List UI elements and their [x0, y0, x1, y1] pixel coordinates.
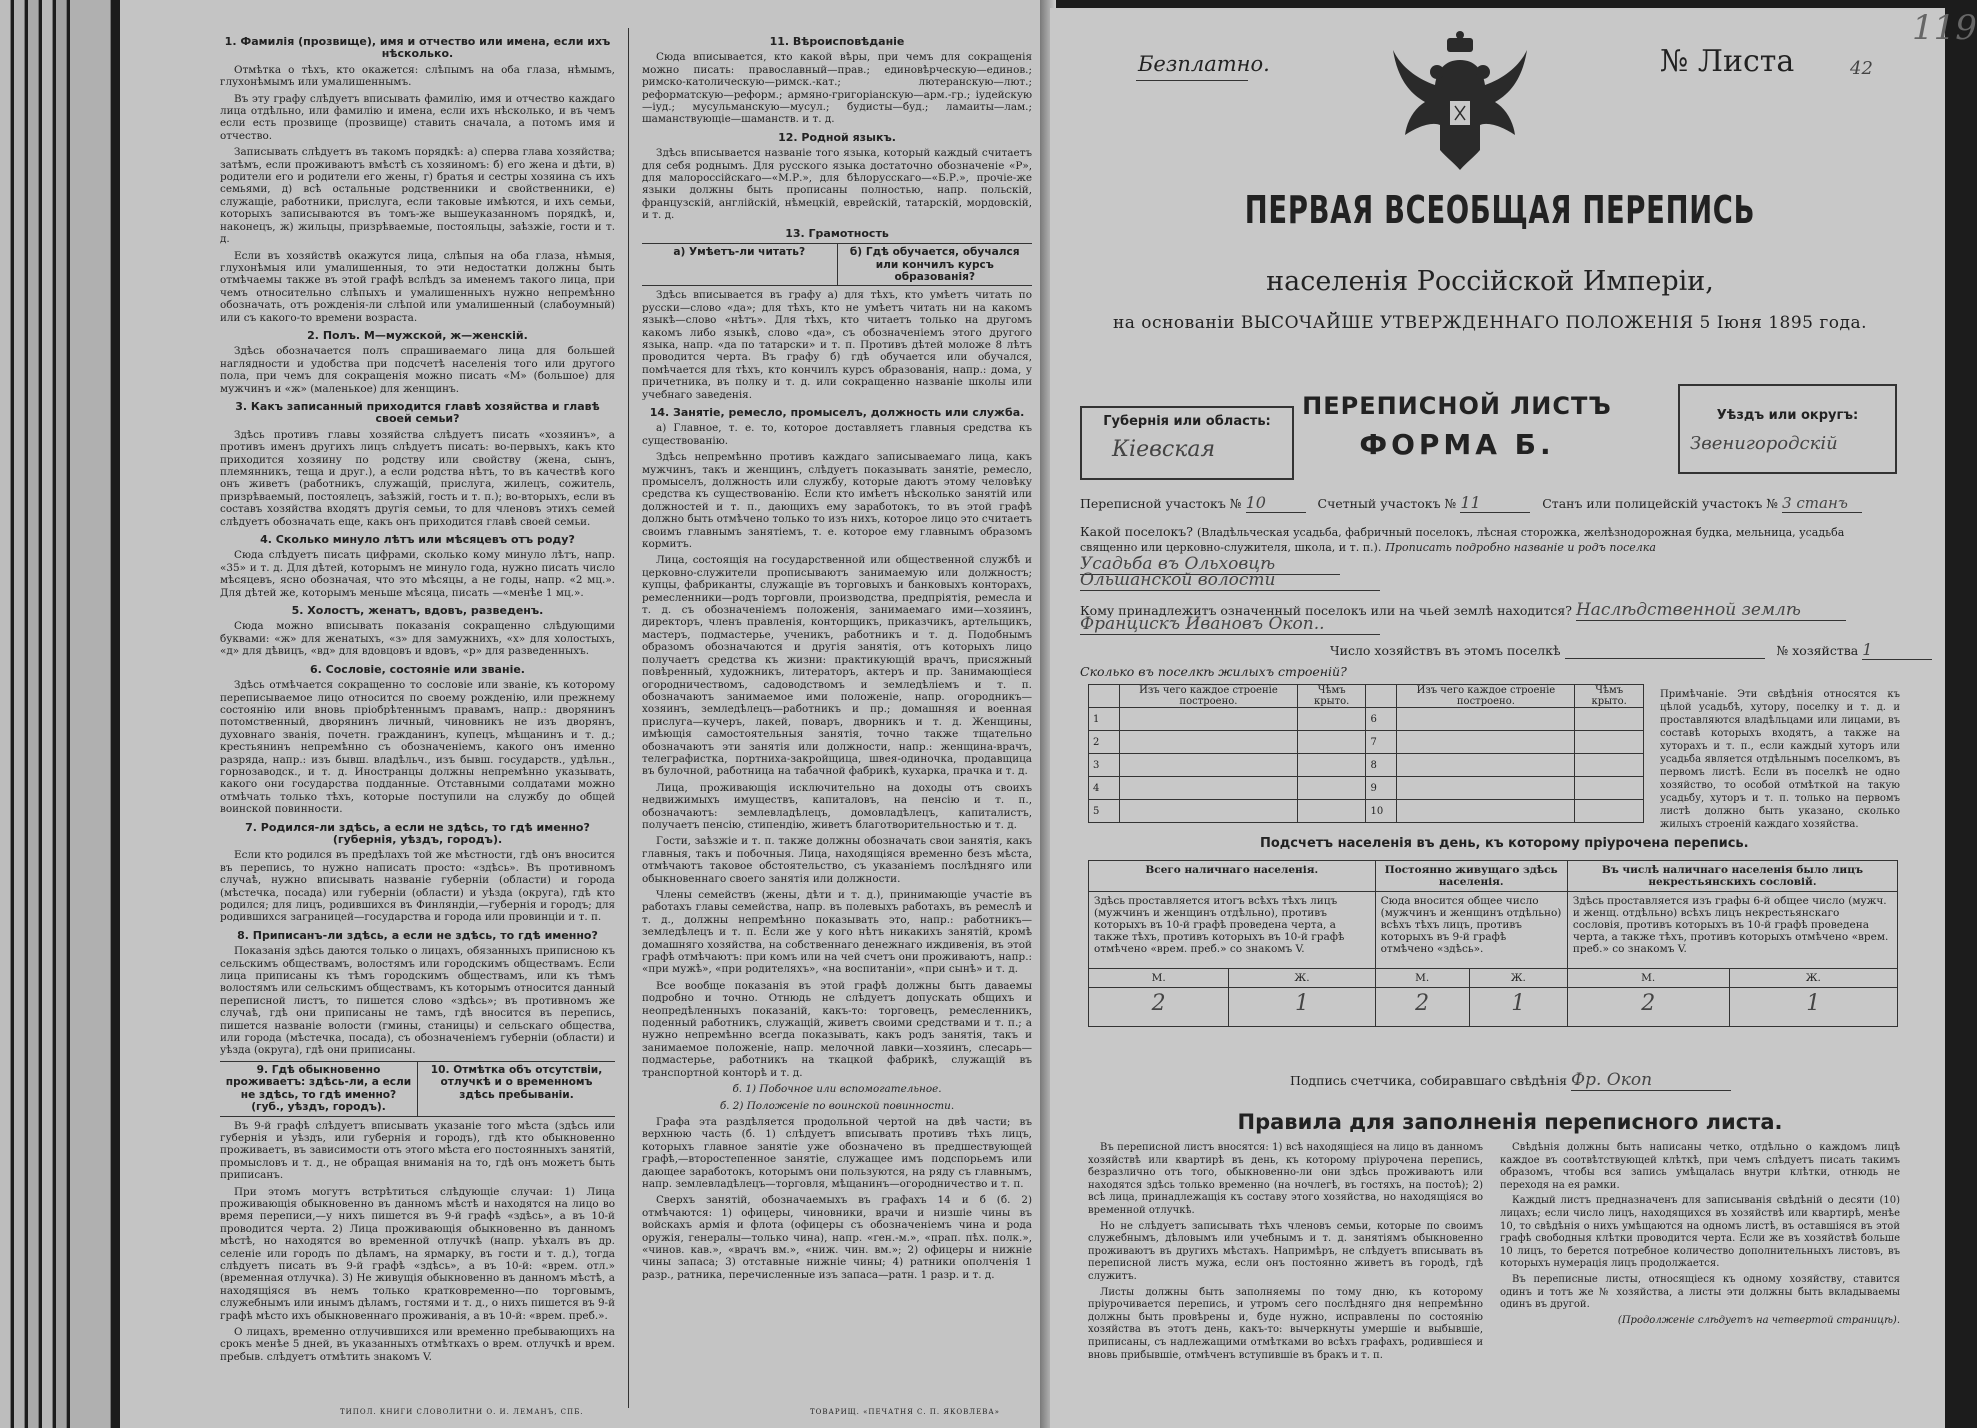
instruction-paragraph: Здѣсь обозначается полъ спрашиваемаго лица для большей наглядности и удобства при подсчетѣ населенія того или другого пола, при чемъ для сокращенія можно писать «М» (большое) для мужчинъ и «ж» (маленькое) для женщинъ. — [220, 345, 615, 395]
instruction-paragraph: О лицахъ, временно отлучившихся или временно пребывающихъ на срокъ менѣе 5 дней, въ указанныхъ отмѣткахъ о врем. отлучкѣ и врем. пребыв. слѣдуетъ отмѣтить знакомъ V. — [220, 1326, 615, 1363]
uezd-box — [1678, 384, 1897, 474]
population-nonpeasant-header: Въ числѣ наличнаго населенія было лицъ некрестьянскихъ сословій. — [1567, 861, 1897, 892]
rules-column-right — [1500, 1142, 1900, 1330]
population-headers — [1089, 861, 1898, 892]
buildings-table-row: 4 9 — [1089, 777, 1644, 800]
census-legal-basis: на основаніи ВЫСОЧАЙШЕ УТВЕРЖДЕННАГО ПОЛОЖЕНІЯ 5 Іюня 1895 года. — [1112, 313, 1868, 333]
page-stack-edge — [0, 0, 11, 1428]
census-title: ПЕРВАЯ ВСЕОБЩАЯ ПЕРЕПИСЬ — [1244, 188, 1756, 232]
population-present-header: Всего наличнаго населенія. — [1089, 861, 1376, 892]
census-area-value: 10 — [1246, 493, 1306, 513]
households-row — [1330, 640, 1932, 660]
split-heading — [220, 1061, 615, 1117]
signature-label: Подпись счетчика, собиравшаго свѣдѣнія — [1290, 1073, 1567, 1088]
settlement-row-2 — [1080, 570, 1380, 591]
page-stack-edge — [42, 0, 53, 1428]
gubernia-label: Губернія или область: — [1103, 414, 1271, 429]
settlement-hint-2: Прописать подробно названіе и родъ поселка — [1385, 541, 1656, 554]
household-number-value: 1 — [1862, 640, 1932, 660]
section-heading: 12. Родной языкъ. — [778, 130, 896, 144]
stan-label: Станъ или полицейскій участокъ № — [1542, 496, 1779, 511]
form-title: ПЕРЕПИСНОЙ ЛИСТЪ — [1302, 392, 1612, 420]
rule-paragraph: Но не слѣдуетъ записывать тѣхъ членовъ семьи, которые по своимъ служебнымъ, дѣловымъ или учебнымъ и т. д. занятіямъ обыкновенно проживаютъ въ другихъ мѣстахъ. Напримѣръ, не слѣдуетъ вписывать въ переписной листъ мужа, если онъ постоянно живетъ въ городѣ, гдѣ служитъ. — [1088, 1220, 1483, 1282]
rule-paragraph: Въ переписной листъ вносятся: 1) всѣ находящіеся на лицо въ данномъ хозяйствѣ или квартирѣ въ день, къ которому пріурочена перепись, безразлично отъ того, обыкновенно-ли они здѣсь проживаютъ или находятся здѣсь только временно (на ночлегѣ, въ гостяхъ, на постоѣ); 2) всѣ лица, принадлежащія къ составу этого хозяйства, но находящіяся во временной отлучкѣ. — [1088, 1142, 1483, 1216]
resident-male: 2 — [1375, 988, 1469, 1027]
households-label: Число хозяйствъ въ этомъ поселкѣ — [1330, 643, 1561, 658]
printer-imprint-middle: ТОВАРИЩ. «ПЕЧАТНЯ С. П. ЯКОВЛЕВА» — [810, 1408, 1000, 1416]
section-heading: 6. Сословіе, состояніе или званіе. — [310, 662, 525, 676]
census-areas-row — [1080, 493, 1862, 513]
rule-paragraph: Листы должны быть заполняемы по тому дню, къ которому пріурочивается перепись, и утромъ сего послѣдняго дня непремѣнно должны быть провѣрены и, буде нужно, исправлены по состоянію хозяйства въ этотъ день, какъ-то: вычеркнуты умершіе и выбывшіе, приписаны, съ надлежащими отмѣтками во всѣхъ графахъ, родившіеся и вновь прибывшіе, отмѣченъ вступившіе въ бракъ и т. п. — [1088, 1286, 1483, 1361]
left-page-instructions — [120, 0, 1048, 1428]
instruction-paragraph: Записывать слѣдуетъ въ такомъ порядкѣ: а) сперва глава хозяйства; затѣмъ, если проживаютъ вмѣстѣ съ хозяиномъ: б) его жена и дѣти, в) родители его и родители его жены, г) братья и сестры хозяина съ ихъ семьями, д) всѣ остальные родственники и свойственники, е) служащіе, работники, прислуга, если таковые имѣются, и ихъ семьи, которыхъ записываются въ томъ-же вышеуказанномъ порядкѣ, и, наконецъ, ж) жильцы, призрѣваемые, постояльцы, заѣзжіе, гости и т. д. — [220, 146, 615, 246]
double-headed-eagle-emblem — [1385, 30, 1535, 178]
population-descriptions — [1089, 892, 1898, 969]
buildings-table — [1088, 684, 1644, 823]
instruction-paragraph: Показанія здѣсь даются только о лицахъ, обязанныхъ приписною къ сельскимъ обществамъ, волостямъ или городскимъ обществамъ. Если лица приписаны къ тѣмъ городскимъ обществамъ, или къ тѣмъ волостямъ или сельскимъ обществамъ, къ которымъ относится данный переписной листъ, то пишется слово «здѣсь»; въ противномъ же случаѣ, гдѣ они приписаны не тамъ, гдѣ вносится въ перепись, пишется названіе волости (гмины, станицы) и сельскаго общества, или города (мѣстечка, посада), съ обозначеніемъ губерніи (области) и уѣзда (округа), гдѣ они приписаны. — [220, 945, 615, 1057]
instruction-paragraph: Лица, состоящія на государственной или общественной службѣ и церковно-служители прописываютъ занимаемую или должностъ; купцы, фабриканты, служащіе въ торговыхъ и банковыхъ конторахъ, ремесленники—родъ торговли, производства, предпріятія, ремесла и т. д. съ обозначеніемъ положенія, занимаемаго ими—хозяинъ, директоръ, членъ правленія, конторщикъ, приказчикъ, артельщикъ, мастеръ, подмастерье, ученикъ, работникъ и т. д. Подобнымъ образомъ обозначаются и другія занятія, отъ которыхъ лицо получаетъ средства къ жизни: практикующій врачъ, присяжный повѣренный, художникъ, литераторъ, актеръ и пр. Занимающіеся огородничествомъ, садоводствомъ и земледѣліемъ и т. п. обозначаютъ занимаемое ими положеніе, напр. огородникъ—хозяинъ, земледѣлецъ—работникъ и пр.; домашняя и военная прислуга—кучеръ, лакей, поваръ, дворникъ и т. д. Женщины, имѣющія самостоятельныя занятія, точно также тщательно обозначаютъ эти занятія или должности, напр.: женщина-врачъ, телеграфистка, портниха-закройщица, швея-одиночка, продавщица въ булочной, работница на табачной фабрикѣ, кухарка, прачка и т. д. — [642, 554, 1032, 778]
instruction-paragraph: Если кто родился въ предѣлахъ той же мѣстности, гдѣ онъ вносится въ перепись, то нужно написать просто: «здѣсь». Въ противномъ случаѣ, нужно вписывать названіе губерніи (области) и города (мѣстечка, посада) или губерніи (области) и уѣзда (округа), гдѣ кто родился; для лицъ, родившихся въ Финляндіи,—губернія и городъ; для родившихся заграницей—государства и города или провинціи и т. п. — [220, 849, 615, 924]
instruction-paragraph: Здѣсь вписывается названіе того языка, который каждый считаетъ для себя роднымъ. Для русского языка достаточно обозначеніе «Р», для малороссійскаго—«М.Р.», для бѣлорусскаго—«Б.Р.», прочіе-же языки должны быть прописаны полностью, напр. польскій, французскій, англійскій, нѣмецкій, еврейскій, татарскій, мордовскій, и т. д. — [642, 147, 1032, 222]
instructions-column-2 — [642, 30, 1032, 1400]
printer-imprint-left: ТИПОЛ. КНИГИ СЛОВОЛИТНИ О. И. ЛЕМАНЪ, СПБ. — [340, 1408, 584, 1416]
owner-value-1: Наслѣдственной землѣ — [1576, 600, 1846, 621]
section-heading: 14. Занятіе, ремесло, промыселъ, должность или служба. — [649, 405, 1025, 419]
split-heading-left: а) Умѣетъ-ли читать? — [673, 246, 806, 259]
section-heading: 3. Какъ записанный приходится главѣ хозяйства и главѣ своей семьи? — [235, 399, 600, 426]
signature-value: Фр. Окоп — [1571, 1070, 1731, 1091]
form-heading — [1302, 382, 1612, 478]
instruction-paragraph: Въ 9-й графѣ слѣдуетъ вписывать указаніе того мѣста (здѣсь или губернія и уѣздъ, или губернія и городъ), гдѣ кто обыкновенно проживаетъ, въ зависимости отъ этого мѣста его постоянныхъ занятій, промысловъ и т. д., не обращая вниманія на то, гдѣ онъ можетъ быть приписанъ. — [220, 1119, 615, 1182]
instruction-paragraph: Здѣсь вписывается въ графу а) для тѣхъ, кто умѣетъ читать по русски—слово «да»; для тѣхъ, кто не умѣетъ читать ни на какомъ языкѣ—слово «нѣтъ». Для тѣхъ, кто читаетъ только на другомъ какомъ либо языкѣ, слово «да», съ обозначеніемъ этого другого языка, напр. «да по татарски» и т. п. Противъ дѣтей моложе 8 лѣтъ проводится черта. Въ графу б) гдѣ обучается или обучался, помѣчается для тѣхъ, кто кончилъ курсъ образованія, напр.: дома, у причетника, въ полку и т. д. или сокращенно названіе школы или учебнаго заведенія. — [642, 289, 1032, 401]
gubernia-box — [1080, 406, 1294, 480]
nonpeasant-male: 2 — [1567, 988, 1729, 1027]
instruction-paragraph: Если въ хозяйствѣ окажутся лица, слѣпыя на оба глаза, нѣмыя, глухонѣмыя или умалишенныя, то эти недостатки должны быть отмѣчаемы также въ этой графѣ вслѣдъ за именемъ такого лица, при чемъ относительно слѣпыхъ и умалишенныхъ нужно непремѣнно обозначать, отъ рожденія-ли слѣпой или умалишенный (слабоумный) или съ какого-то времени возраста. — [220, 249, 615, 324]
free-of-charge-label: Безплатно. — [1138, 52, 1270, 76]
page-stack-edge — [28, 0, 39, 1428]
buildings-roof-header: Чѣмъ крыто. — [1297, 685, 1366, 708]
buildings-note: Примѣчаніе. Эти свѣдѣнія относятся къ цѣлой усадьбѣ, хутору, поселку и т. д. и проставляются владѣльцами или лицами, въ составѣ которыхъ входятъ, а также на хуторахъ и т. п., если каждый хуторъ или усадьба является отдѣльнымъ поселкомъ, въ первомъ листѣ. Если въ поселкѣ не одно хозяйство, то особой отмѣткой на такую усадьбу, хуторъ и т. п. только на первомъ листѣ должно быть указано, сколько жилыхъ строеній каждаго хозяйства. — [1660, 689, 1900, 830]
uezd-label: Уѣздъ или округъ: — [1716, 408, 1859, 423]
form-type: ФОРМА Б. — [1359, 428, 1555, 461]
section-heading: 4. Сколько минуло лѣтъ или мѣсяцевъ отъ роду? — [260, 533, 575, 547]
household-number-label: № хозяйства — [1776, 643, 1859, 658]
split-heading-left: 9. Гдѣ обыкновенно проживаетъ: здѣсь-ли, а если не здѣсь, то гдѣ именно? (губ., уѣздъ, городъ). — [225, 1063, 412, 1114]
continued-note: (Продолженіе слѣдуетъ на четвертой страницѣ). — [1617, 1314, 1900, 1326]
instruction-paragraph: Сверхъ занятій, обозначаемыхъ въ графахъ 14 и б (б. 2) отмѣчаются: 1) офицеры, чиновники, врачи и низшіе чины въ войскахъ армія и флота (офицеры съ обозначеніемъ чина и рода оружія, генералы—только чина), напр. «ген.-м.», «прап. пѣх. полк.», «чинов. кав.», «врачъ вм.», «ниж. чин. вм.»; 2) офицеры и нижніе чины запаса; 3) отставные нижніе чины; 4) ратники ополченія 1 разр., ратника, перечисленные изъ запаса—ратн. 1 разр. и т. д. — [642, 1194, 1032, 1281]
sheet-number-value: 42 — [1850, 58, 1873, 79]
signature-row — [1290, 1070, 1731, 1091]
instruction-paragraph: При этомъ могутъ встрѣтиться слѣдующіе случаи: 1) Лица проживающія обыкновенно въ данномъ мѣстѣ и находятся на лицо во время переписи,—у нихъ пишется въ 9-й графѣ «здѣсь», а въ 10-й проводится черта. 2) Лица проживающія обыкновенно въ данномъ мѣстѣ, но находятся во временной отлучкѣ (напр. уѣхалъ въ др. селеніе или городъ по дѣламъ, на ярмарку, въ гости и т. д.), тогда слѣдуетъ писать въ 9-й графѣ «здѣсь», а въ 10-й: «врем. отл.» (временная отлучка). 3) Не живущія обыкновенно въ данномъ мѣстѣ, а находящіяся въ немъ только кратковременно—по торговымъ, служебнымъ или инымъ дѣламъ, гостями и т. д., о нихъ пишется въ 9-й графѣ мѣсто ихъ обыкновеннаго проживанія, а въ 10-й: «врем. преб.». — [220, 1185, 615, 1322]
instruction-paragraph: Сюда можно вписывать показанія сокращенно слѣдующими буквами: «ж» для женатыхъ, «з» для замужнихъ, «х» для холостыхъ, «д» для дѣвицъ, «вд» для вдовцовъ и вдовъ, «р» для разведенныхъ. — [220, 620, 615, 658]
buildings-table-row: 5 10 — [1089, 800, 1644, 823]
instruction-paragraph: Гости, заѣзжіе и т. п. также должны обозначать свои занятія, какъ главныя, такъ и побочныя. Лица, находящіяся временно безъ мѣста, отмѣчаютъ таковое обстоятельство, съ указаніемъ послѣдняго или обыкновеннаго своего занятія или должности. — [642, 835, 1032, 885]
free-label-underline — [1136, 80, 1248, 81]
rule-paragraph: Свѣдѣнія должны быть написаны четко, отдѣльно о каждомъ лицѣ каждое въ соотвѣтствующей клѣткѣ, при чемъ слѣдуетъ писать такимъ образомъ, чтобы вся запись умѣщалась внутри клѣтки, отнюдь не переходя на ея рамки. — [1500, 1142, 1900, 1191]
instruction-paragraph: Здѣсь отмѣчается сокращенно то сословіе или званіе, къ которому переписываемое лицо относится по своему рожденію, или прежнему состоянію или вновь пріобрѣтеннымъ правамъ, напр.: дворянинъ потомственный, дворянинъ личный, чиновникъ не изъ дворянъ, духовнаго званія, почетн. гражданинъ, купецъ, мѣщанинъ и т. д.; крестьянинъ непремѣнно съ обозначеніемъ, какого онъ именно разряда, напр.: изъ бывш. владѣльч., изъ бывш. государств., удѣльн., горнозаводск., и т. д. Иностранцы должны непремѣнно указывать, какого они государства подданные. Отставными солдатами можно отмѣчать только тѣхъ, которые поступили на службу до общей воинской повинности. — [220, 679, 615, 816]
instruction-paragraph: Все вообще показанія въ этой графѣ должны быть даваемы подробно и точно. Отнюдь не слѣдуетъ допускать общихъ и неопредѣленныхъ показаній, какъ-то: торговецъ, ремесленникъ, поденный работникъ, служащій, живетъ своими средствами и т. п.; а нужно непремѣнно всегда показывать, какъ родъ занятія, такъ и занимаемое положеніе, напр. мелочной лавки—хозяинъ, слесарь—подмастерье, работникъ на ткацкой фабрикѣ, служащій въ транспортной конторѣ и т. д. — [642, 979, 1032, 1079]
population-sex-labels: М. Ж. М. Ж. М. Ж. — [1089, 969, 1898, 988]
buildings-table-header — [1089, 685, 1644, 708]
page-stack-edge — [56, 0, 67, 1428]
population-resident-desc: Сюда вносится общее число (мужчинъ и женщинъ отдѣльно) всѣхъ тѣхъ лицъ, противъ которыхъ въ 9-й графѣ отмѣчено «здѣсь». — [1375, 892, 1567, 969]
population-count-table — [1088, 860, 1898, 1027]
buildings-roof-header-2: Чѣмъ крыто. — [1575, 685, 1644, 708]
buildings-label: Сколько въ поселкѣ жилыхъ строеній? — [1080, 664, 1347, 679]
split-heading-right: б) Гдѣ обучается, обучался или кончилъ курсъ образованія? — [837, 244, 1033, 285]
buildings-material-header-2: Изъ чего каждое строеніе построено. — [1397, 685, 1575, 708]
population-present-desc: Здѣсь проставляется итогъ всѣхъ тѣхъ лицъ (мужчинъ и женщинъ отдѣльно), противъ которыхъ въ 10-й графѣ проведена черта, а также тѣхъ, противъ которыхъ въ 10-й графѣ отмѣчено «врем. преб.» со знакомъ V. — [1089, 892, 1376, 969]
section-heading: 13. Грамотность — [785, 226, 889, 240]
population-values — [1089, 988, 1898, 1027]
section-heading: 8. Приписанъ-ли здѣсь, а если не здѣсь, то гдѣ именно? — [237, 928, 598, 942]
instruction-paragraph: Члены семействъ (жены, дѣти и т. д.), принимающіе участіе въ работахъ главы семейства, напр. въ полевыхъ работахъ, въ ремеслѣ и т. д., должны непремѣнно показывать это, напр.: работникъ—земледѣлецъ и т. п. Если же у кого нѣтъ никакихъ занятій, кромѣ домашняго хозяйства, на собственнаго денежнаго иждивенія, въ этой графѣ отмѣчаютъ: при комъ или на чей счетъ они проживаютъ, напр.: «при мужѣ», «при родителяхъ», «на воспитаніи», «при сынѣ» и т. д. — [642, 889, 1032, 976]
population-count-title: Подсчетъ населенія въ день, къ которому пріурочена перепись. — [1260, 836, 1749, 851]
owner-label: Кому принадлежитъ означенный поселокъ или на чьей землѣ находится? — [1080, 603, 1572, 618]
rules-column-left — [1088, 1142, 1483, 1365]
instruction-paragraph: Сюда вписывается, кто какой вѣры, при чемъ для сокращенія можно писать: православный—прав.; единовѣрческую—единов.; римско-католическую—римск.-кат.; лютеранскую—лют.; реформатскую—реформ.; армяно-григоріанскую—арм.-гр.; іудейскую—іуд.; мусульманскую—мусул.; будисты—буд.; ламаиты—лам.; шаманствующіе—шаманств. и т. д. — [642, 51, 1032, 126]
instruction-paragraph: Здѣсь противъ главы хозяйства слѣдуетъ писать «хозяинъ», а противъ именъ другихъ лицъ слѣдуетъ писать: во-первыхъ, какъ кто приходится хозяину по родству или свойству (жена, сынъ, племянникъ, теща и друг.), а если родства нѣтъ, то въ качествѣ кого онъ живетъ (работникъ, служащій, прислуга, жилецъ, сожитель, призрѣваемый, постоялецъ, заѣзжій, гость и т. п.); во-вторыхъ, если въ составъ хозяйства входятъ другія семьи, то для членовъ этихъ семей слѣдуетъ обозначать еще, какъ онъ приходится главѣ своей семьи. — [220, 428, 615, 528]
count-area-value: 11 — [1460, 493, 1530, 513]
stan-value: 3 станъ — [1782, 494, 1862, 513]
section-subheading: б. 1) Побочное или вспомогательное. — [732, 1083, 942, 1096]
sheet-number-label: № Листа — [1660, 44, 1795, 79]
instruction-paragraph: Графа эта раздѣляется продольной чертой на двѣ части; въ верхнюю часть (б. 1) слѣдуетъ вписывать противъ тѣхъ лицъ, которыхъ главное занятіе уже обозначено въ предшествующей графѣ,—второстепенное занятіе, служащее имъ подспорьемъ или дающее заработокъ, которымъ они пользуются, на ряду съ главнымъ, напр. землевладѣлецъ—торговля, мѣщанинъ—огородничество и т. п. — [642, 1115, 1032, 1190]
settlement-value-2: Ольшанской волости — [1080, 570, 1380, 591]
population-resident-header: Постоянно живущаго здѣсь населенія. — [1375, 861, 1567, 892]
buildings-table-row: 3 8 — [1089, 754, 1644, 777]
settlement-value-1: Усадьба въ Ольховцѣ — [1080, 554, 1340, 575]
rule-paragraph: Въ переписные листы, относящіеся къ одному хозяйству, ставится одинъ и тотъ же № хозяйства, а листы эти должны быть вкладываемы одинъ въ другой. — [1500, 1273, 1900, 1311]
section-heading: 2. Полъ. М—мужской, ж—женскій. — [307, 328, 528, 342]
count-area-label: Счетный участокъ № — [1317, 496, 1457, 511]
section-heading: 5. Холостъ, женатъ, вдовъ, разведенъ. — [291, 604, 544, 618]
instruction-paragraph: Здѣсь непремѣнно противъ каждаго записываемаго лица, какъ мужчинъ, такъ и женщинъ, слѣдуетъ показывать занятіе, ремесло, промыселъ, должность или службу, которые даютъ этому человѣку средства къ существованію. Если кто имѣетъ нѣсколько занятій или должностей и т. п., дающихъ ему заработокъ, то въ этой графѣ должно быть отмѣчено только то изъ нихъ, которое лицо это считаетъ своимъ главнымъ занятіемъ, т. е. которое ему главнымъ образомъ кормитъ. — [642, 451, 1032, 551]
instructions-column-1 — [220, 30, 615, 1400]
settlement-label: Какой поселокъ? — [1080, 524, 1193, 539]
rules-title: Правила для заполненія переписного листа. — [1237, 1110, 1783, 1134]
instruction-paragraph: а) Главное, т. е. то, которое доставляетъ главныя средства къ существованію. — [642, 422, 1032, 447]
instruction-paragraph: Въ эту графу слѣдуетъ вписывать фамилію, имя и отчество каждаго лица отдѣльно, или фамилію и имена, если ихъ нѣсколько, и въ чемъ если есть прозвище (прозвище) ставить сначала, а потомъ имя и отчество. — [220, 92, 615, 142]
instruction-paragraph: Сюда слѣдуетъ писать цифрами, сколько кому минуло лѣтъ, напр. «35» и т. д. Для дѣтей, которымъ не минуло года, нужно писать число мѣсяцевъ, ясно обозначая, что это мѣсяцы, а не годы, напр. «2 мц.». Для дѣтей же, которымъ меньше мѣсяца, писать —«менѣе 1 мц.». — [220, 549, 615, 599]
settlement-row — [1080, 524, 1900, 575]
split-heading-right: 10. Отмѣтка объ отсутствіи, отлучкѣ и о временномъ здѣсь пребываніи. — [417, 1062, 615, 1116]
present-male: 2 — [1089, 988, 1229, 1027]
resident-female: 1 — [1469, 988, 1567, 1027]
census-subtitle: населенія Россійской Имперіи, — [1266, 266, 1714, 297]
page-stack-edge — [70, 0, 111, 1428]
census-form-page — [1050, 8, 1977, 1428]
split-heading — [642, 243, 1032, 286]
settlement-hint: (Владѣльческая усадьба, фабричный поселокъ, лѣсная сторожка, желѣзнодорожная будка, мельница, усадьба священно или церковно-служителя, школа, и т. п.). — [1080, 526, 1845, 554]
page-stack-edge — [14, 0, 25, 1428]
pencil-page-number: 119 — [1912, 8, 1977, 48]
rule-paragraph: Каждый листъ предназначенъ для записыванія свѣдѣній о десяти (10) лицахъ; если число лицъ, находящихся въ хозяйствѣ или квартирѣ, менѣе 10, то свѣдѣнія о нихъ умѣщаются на одномъ листѣ, въ оставшіяся въ этой графѣ свободныя клѣтки проводится черта. Если же въ хозяйствѣ больше 10 лицъ, то берется потребное количество дополнительныхъ листовъ, въ которыхъ нумерація лицъ продолжается. — [1500, 1195, 1900, 1270]
buildings-row — [1080, 664, 1347, 679]
population-nonpeasant-desc: Здѣсь проставляется изъ графы 6-й общее число (мужч. и женщ. отдѣльно) всѣхъ лицъ некрестьянскаго сословія, противъ которыхъ въ 10-й графѣ проведена черта, а также тѣхъ, противъ которыхъ отмѣчено «врем. преб.» со знакомъ V. — [1567, 892, 1897, 969]
nonpeasant-female: 1 — [1729, 988, 1897, 1027]
section-heading: 1. Фамилія (прозвище), имя и отчество или имена, если ихъ нѣсколько. — [224, 35, 611, 61]
buildings-material-header: Изъ чего каждое строеніе построено. — [1120, 685, 1298, 708]
uezd-value: Звенигородскій — [1690, 433, 1838, 454]
owner-row-2 — [1080, 614, 1380, 635]
instruction-paragraph: Лица, проживающія исключительно на доходы отъ своихъ недвижимыхъ имуществъ, капиталовъ, на пенсію и т. п., обозначаютъ: землевладѣлецъ, домовладѣлецъ, капиталистъ, получаетъ пенсію, стипендію, живетъ благотворительностью и т. д. — [642, 781, 1032, 831]
section-subheading: б. 2) Положеніе по воинской повинности. — [719, 1099, 955, 1112]
buildings-table-row: 2 7 — [1089, 731, 1644, 754]
instruction-paragraph: Отмѣтка о тѣхъ, кто окажется: слѣпымъ на оба глаза, нѣмымъ, глухонѣмымъ или умалишеннымъ. — [220, 63, 615, 89]
gubernia-value: Кіевская — [1112, 437, 1216, 462]
census-area-label: Переписной участокъ № — [1080, 496, 1242, 511]
section-heading: 7. Родился-ли здѣсь, а если не здѣсь, то гдѣ именно? (губернія, уѣздъ, городъ). — [245, 820, 590, 846]
present-female: 1 — [1229, 988, 1375, 1027]
column-divider — [628, 28, 629, 1408]
owner-value-2: Францискъ Ивановъ Окоп.. — [1080, 614, 1380, 635]
section-heading: 11. Вѣроисповѣданіе — [769, 35, 905, 48]
buildings-table-row: 1 6 — [1089, 708, 1644, 731]
